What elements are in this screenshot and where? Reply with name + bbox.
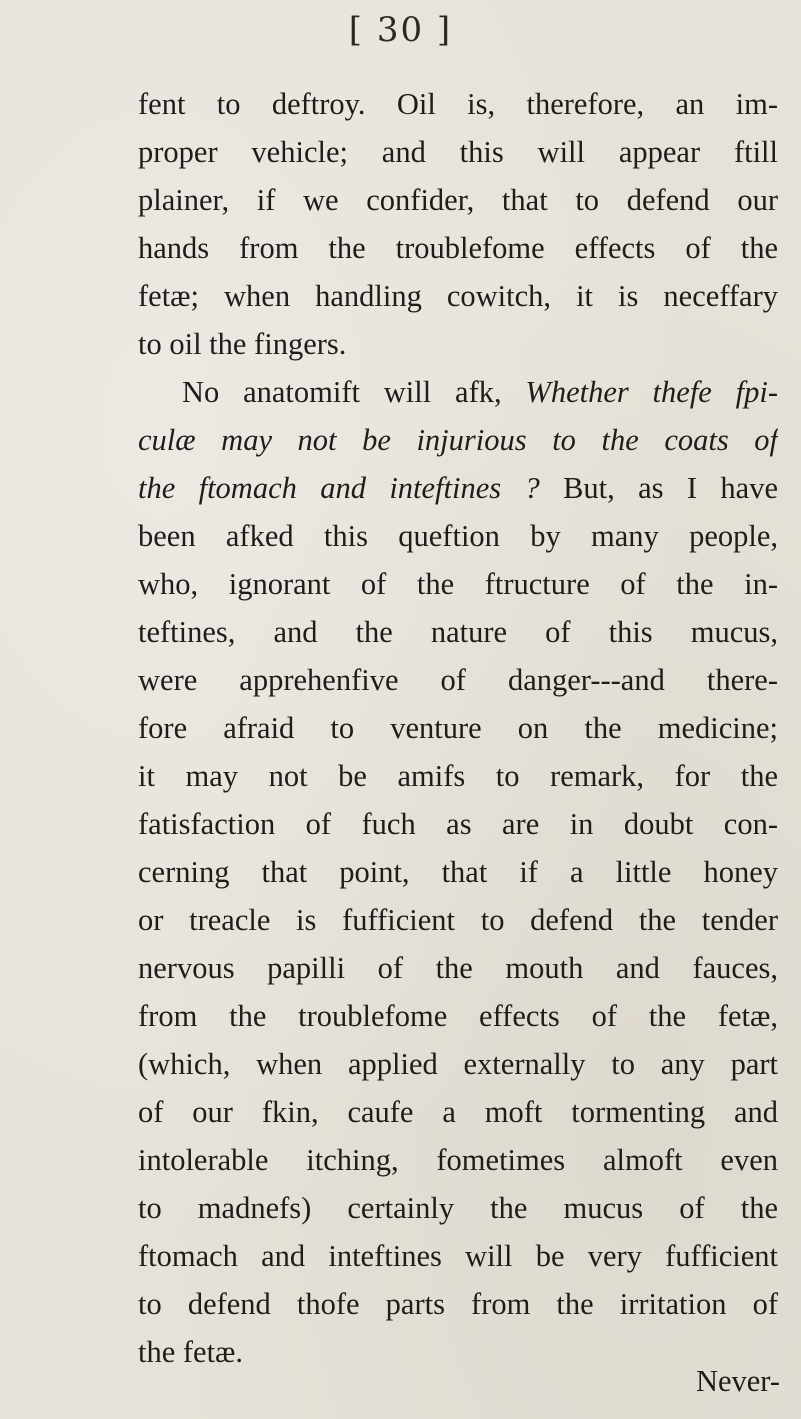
text-line-2: proper vehicle; and this will appear ftill <box>138 135 778 169</box>
text-line-15: it may not be amifs to remark, for the <box>138 759 778 793</box>
catchword: Never- <box>695 1364 780 1398</box>
text-line-24: to madnefs) certainly the mucus of the <box>138 1191 778 1225</box>
text-line-8 <box>138 416 778 464</box>
text-line-9 <box>138 464 778 512</box>
text-line-20: from the troublefome effects of the fetæ, <box>138 999 778 1033</box>
text-line-9-plain: But, as I have <box>563 471 778 505</box>
text-line-21: (which, when applied externally to any part <box>138 1047 778 1081</box>
text-line-16: fatisfaction of fuch as are in doubt con- <box>138 807 778 841</box>
text-line-10: been afked this queftion by many people, <box>138 519 778 553</box>
text-line-23: intolerable itching, fometimes almoft even <box>138 1143 778 1177</box>
text-line-5: fetæ; when handling cowitch, it is neceffary <box>138 279 778 313</box>
text-line-4: hands from the troublefome effects of the <box>138 231 778 265</box>
text-line-11: who, ignorant of the ftructure of the in- <box>138 567 778 601</box>
text-line-8-italic: culæ may not be injurious to the coats of <box>138 423 778 457</box>
text-line-7-plain: No anatomift will afk, <box>182 375 526 409</box>
text-line-1: fent to deftroy. Oil is, therefore, an im- <box>138 87 778 121</box>
text-line-6: to oil the fingers. <box>138 327 347 361</box>
text-line-12: teftines, and the nature of this mucus, <box>138 615 778 649</box>
text-line-14: fore afraid to venture on the medicine; <box>138 711 778 745</box>
text-line-9-italic: the ftomach and inteftines ? <box>138 471 564 505</box>
text-line-19: nervous papilli of the mouth and fauces, <box>138 951 778 985</box>
text-line-26: to defend thofe parts from the irritation of <box>138 1287 778 1321</box>
text-line-25: ftomach and inteftines will be very fufficient <box>138 1239 778 1273</box>
page-number-header: [ 30 ] <box>348 10 453 50</box>
text-line-17: cerning that point, that if a little honey <box>138 855 778 889</box>
text-line-27: the fetæ. <box>138 1335 244 1369</box>
text-line-7-italic: Whether thefe fpi- <box>525 375 778 409</box>
text-line-13: were apprehenfive of danger---and there- <box>138 663 778 697</box>
text-line-3: plainer, if we confider, that to defend our <box>138 183 778 217</box>
text-line-18: or treacle is fufficient to defend the tender <box>138 903 778 937</box>
text-line-7 <box>182 368 778 416</box>
text-line-22: of our fkin, caufe a moft tormenting and <box>138 1095 778 1129</box>
